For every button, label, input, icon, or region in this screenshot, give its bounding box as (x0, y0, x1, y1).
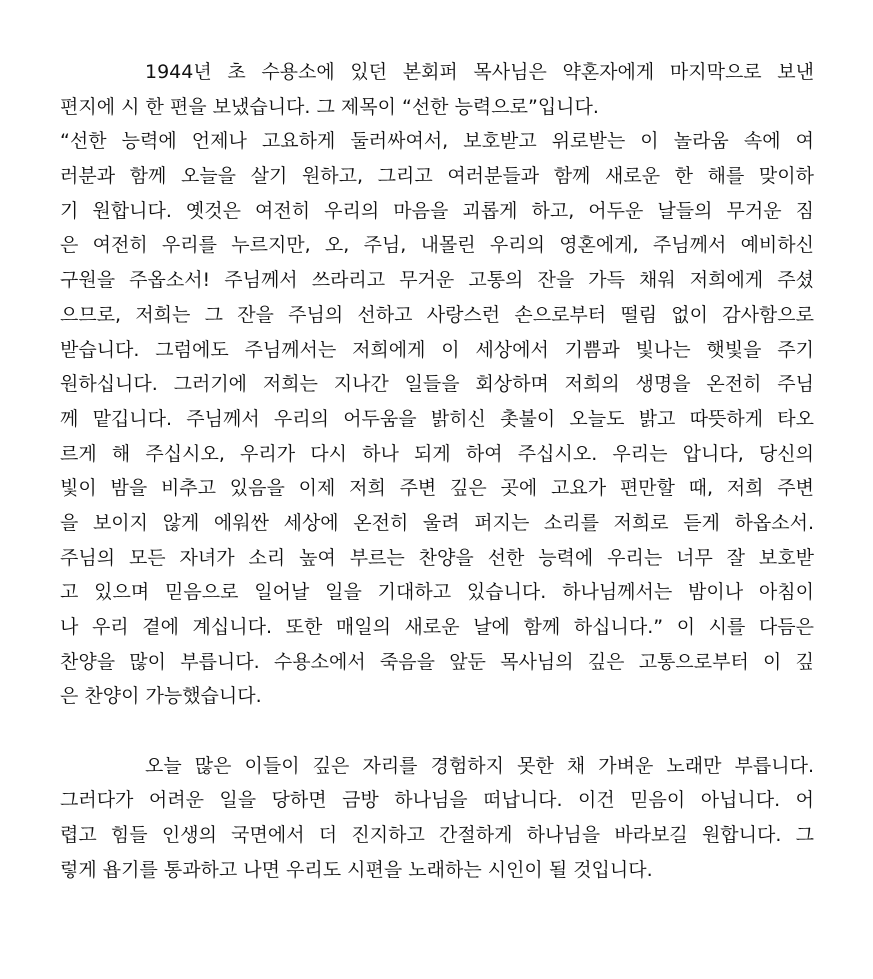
text-line: 원하십니다. 그러기에 저희는 지나간 일들을 회상하며 저희의 생명을 온전히 주님 (60, 373, 814, 396)
text-line: 러분과 함께 오늘을 살기 원하고, 그리고 여러분들과 함께 새로운 한 해를 맞이하 (60, 165, 814, 188)
text-line: 그러다가 어려운 일을 당하면 금방 하나님을 떠납니다. 이건 믿음이 아닙니다. 어 (60, 789, 814, 812)
text-line: 오늘 많은 이들이 깊은 자리를 경험하지 못한 채 가벼운 노래만 부릅니다. (145, 754, 814, 777)
text-line: 나 우리 곁에 계십니다. 또한 매일의 새로운 날에 함께 하십니다.” 이 시를 다듬은 (60, 616, 814, 638)
text-line: “선한 능력에 언제나 고요하게 둘러싸여서, 보호받고 위로받는 이 놀라움 속에 여 (60, 130, 814, 153)
text-line: 기 원합니다. 옛것은 여전히 우리의 마음을 괴롭게 하고, 어두운 날들의 무거운 짐 (60, 199, 814, 222)
text-line: 찬양을 많이 부릅니다. 수용소에서 죽음을 앞둔 목사님의 깊은 고통으로부터 이 깊 (60, 650, 814, 673)
text-line: 으므로, 저희는 그 잔을 주님의 선하고 사랑스런 손으로부터 떨림 없이 감사함으로 (60, 303, 814, 326)
text-line: 빛이 밤을 비추고 있음을 이제 저희 주변 깊은 곳에 고요가 편만할 때, 저희 주변 (60, 477, 814, 500)
text-line: 고 있으며 믿음으로 일어날 일을 기대하고 있습니다. 하나님께서는 밤이나 아침이 (60, 581, 814, 604)
text-line: 께 맡깁니다. 주님께서 우리의 어두움을 밝히신 촛불이 오늘도 밝고 따뜻하게 타오 (60, 407, 814, 430)
text-line: 렇게 욥기를 통과하고 나면 우리도 시편을 노래하는 시인이 될 것입니다. (60, 858, 653, 881)
text-line: 편지에 시 한 편을 보냈습니다. 그 제목이 “선한 능력으로”입니다. (60, 95, 599, 118)
paragraph-gap (60, 714, 814, 749)
paragraph-2 (60, 749, 814, 888)
text-line: 주님의 모든 자녀가 소리 높여 부르는 찬양을 선한 능력에 우리는 너무 잘 보호받 (60, 546, 814, 569)
text-line: 르게 해 주십시오, 우리가 다시 하나 되게 하여 주십시오. 우리는 압니다, 당신의 (60, 442, 814, 465)
paragraph-1 (60, 55, 814, 714)
text-line: 은 찬양이 가능했습니다. (60, 685, 262, 708)
text-line: 은 여전히 우리를 누르지만, 오, 주님, 내몰린 우리의 영혼에게, 주님께서 예비하신 (60, 234, 814, 257)
text-line: 1944년 초 수용소에 있던 본회퍼 목사님은 약혼자에게 마지막으로 보낸 (145, 61, 814, 83)
text-line: 구원을 주옵소서! 주님께서 쓰라리고 무거운 고통의 잔을 가득 채워 저희에게 주셨 (60, 269, 814, 292)
text-line: 을 보이지 않게 에워싼 세상에 온전히 울려 퍼지는 소리를 저희로 듣게 하옵소서. (60, 511, 814, 534)
text-line: 받습니다. 그럼에도 주님께서는 저희에게 이 세상에서 기쁨과 빛나는 햇빛을 주기 (60, 338, 814, 361)
text-line: 렵고 힘들 인생의 국면에서 더 진지하고 간절하게 하나님을 바라보길 원합니다. 그 (60, 824, 814, 847)
document-body (60, 55, 814, 888)
